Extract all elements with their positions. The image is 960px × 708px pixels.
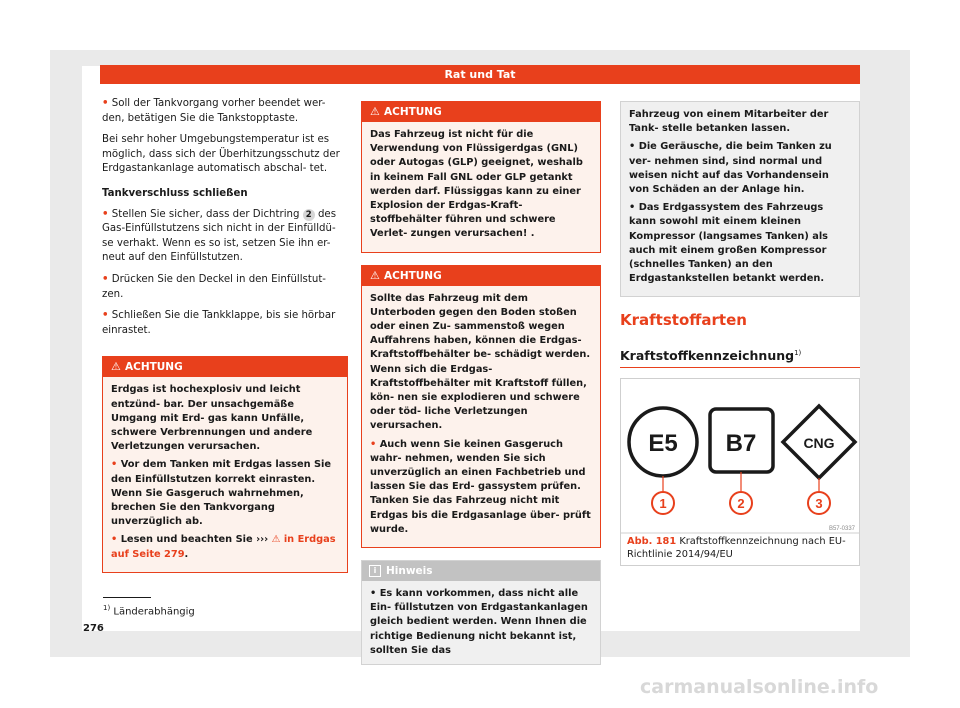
- bullet-icon: •: [370, 438, 377, 450]
- footnote-marker: 1): [794, 348, 802, 357]
- paragraph: [102, 273, 348, 302]
- warning-box: [361, 265, 601, 548]
- warning-title: ACHTUNG: [384, 269, 442, 282]
- subsection-title: [620, 348, 801, 363]
- paragraph-text: Drücken Sie den Deckel in den Einfüllstut- zen.: [102, 273, 326, 300]
- column-left: [102, 97, 348, 585]
- warning-text: Das Fahrzeug ist nicht für die Verwendung von Flüssigerdgas (GNL) oder Autogas (GLP) geeignet, weshalb in keinem Fall GNL oder GLP getankt werden darf. Flüssiggas kann zu einer Explosion der Erdgas-Kraft- stoffbehälter führen und schwere Verlet- zungen verursachen! .: [370, 129, 583, 240]
- bullet-icon: •: [370, 588, 377, 600]
- callout-number-2: 2: [737, 496, 745, 511]
- figure-caption: [627, 535, 855, 561]
- footnote-rule: [103, 597, 151, 598]
- caption-text: Kraftstoffkennzeichnung nach EU- Richtlinie 2014/94/EU: [627, 536, 846, 560]
- warning-bullet-text: Lesen und beachten Sie: [120, 534, 253, 546]
- cross-reference-link[interactable]: in Erdgas auf Seite 279: [111, 534, 336, 560]
- section-rule: [620, 367, 860, 368]
- warning-text: [370, 438, 592, 537]
- warning-bullet-text: .: [184, 548, 189, 560]
- chapter-header: [100, 65, 860, 84]
- paragraph: [102, 309, 348, 338]
- note-box: [361, 560, 601, 665]
- paragraph: [102, 97, 348, 126]
- cng-label-text: CNG: [803, 435, 835, 451]
- paragraph-text: des Gas-Einfüllstutzens sich nicht in der Einfülldü- se verhakt. Wenn es so ist, setzen Sie ihn er- neut auf den Einfüllstutzen.: [102, 208, 336, 264]
- paragraph: [102, 208, 348, 266]
- caption-label: Abb. 181: [627, 536, 677, 547]
- section-title: Kraftstoffarten: [620, 311, 747, 329]
- note-bullet-text: Die Geräusche, die beim Tanken zu ver- nehmen sind, sind normal und weisen nicht auf das Vorhandensein von Schäden an der Anlage hin.: [629, 141, 832, 196]
- warning-triangle-icon: ⚠: [111, 360, 121, 374]
- warning-header: [362, 266, 600, 286]
- bullet-icon: •: [102, 98, 109, 109]
- bullet-icon: •: [102, 273, 109, 285]
- watermark: carmanualsonline.info: [640, 676, 879, 698]
- paragraph-text: Soll der Tankvorgang vorher beendet wer- den, betätigen Sie die Tankstopptaste.: [102, 98, 326, 124]
- page-number: 276: [83, 623, 104, 634]
- warning-title: ACHTUNG: [125, 361, 183, 374]
- warning-bullet-text: Vor dem Tanken mit Erdgas lassen Sie den Einfüllstutzen korrekt einrasten. Wenn Sie Gasgeruch wahrnehmen, brechen Sie den Tankvorgang unverzüglich ab.: [111, 459, 332, 528]
- note-body: [362, 581, 600, 664]
- footnote-text: Länderabhängig: [113, 606, 195, 618]
- info-icon: i: [369, 565, 381, 577]
- note-continuation-box: [620, 101, 860, 297]
- note-bullet-text: Das Erdgassystem des Fahrzeugs kann sowohl mit einem kleinen Kompressor (langsames Tanken) als auch mit einem großen Kompressor (schnelles Tanken) an den Erdgastankstellen betankt werden.: [629, 202, 829, 285]
- warning-box: [361, 101, 601, 253]
- bullet-icon: •: [111, 534, 118, 546]
- note-header: [362, 561, 600, 581]
- number-badge: 2: [303, 209, 315, 221]
- callout-number-3: 3: [815, 496, 823, 511]
- bullet-icon: •: [629, 141, 636, 153]
- note-text: Fahrzeug von einem Mitarbeiter der Tank- stelle betanken lassen.: [629, 109, 829, 135]
- warning-text: [111, 458, 339, 529]
- cross-reference-arrows: ›››: [256, 534, 269, 546]
- paragraph: Bei sehr hoher Umgebungstemperatur ist es möglich, dass sich der Überhitzungsschutz der Erdgastankanlage automatisch abschal- tet.: [102, 134, 340, 175]
- note-title: Hinweis: [386, 565, 433, 578]
- footnote-marker: 1): [103, 604, 111, 612]
- warning-text: Erdgas ist hochexplosiv und leicht entzünd- bar. Der unsachgemäße Umgang mit Erd- gas kann Unfälle, schwere Verbrennungen und andere Verletzungen verursachen.: [111, 384, 313, 453]
- warning-triangle-icon: ⚠: [370, 105, 380, 118]
- note-text: [629, 201, 851, 286]
- warning-text: Sollte das Fahrzeug mit dem Unterboden gegen den Boden stoßen oder einen Zu- sammenstoß wegen Auffahrens haben, können die Erdgas-Kraftstoffbehälter be- schädigt werden. Wenn sich die Erdgas- Kraftstoffbehälter mit Kraftstoff füllen, kön- nen sie explodieren und schwere oder töd- liche Verletzungen verursachen.: [370, 292, 591, 432]
- callout-number-1: 1: [659, 496, 667, 511]
- subheading: Tankverschluss schließen: [102, 187, 248, 199]
- bullet-icon: •: [111, 459, 118, 471]
- subsection-title-text: Kraftstoffkennzeichnung: [620, 348, 795, 363]
- chapter-title: Rat und Tat: [444, 68, 516, 81]
- warning-triangle-icon: ⚠: [271, 534, 281, 546]
- bullet-icon: •: [629, 202, 636, 214]
- warning-box: [102, 356, 348, 572]
- warning-body: [362, 122, 600, 252]
- warning-bullet-text: Auch wenn Sie keinen Gasgeruch wahr- nehmen, wenden Sie sich unverzüglich an einen Fachbetrieb und lassen Sie das Erd- gassystem prüfen. Tanken Sie das Fahrzeug nicht mit Erdgas bis die Erdgasanlage über- prüft wurde.: [370, 438, 591, 535]
- bullet-icon: •: [102, 208, 109, 220]
- warning-header: [362, 102, 600, 122]
- warning-title: ACHTUNG: [384, 106, 442, 118]
- column-middle: [361, 101, 601, 665]
- warning-body: [103, 377, 347, 571]
- footnote: [103, 604, 195, 617]
- paragraph-text: Stellen Sie sicher, dass der Dichtring: [111, 208, 300, 220]
- b7-label-text: B7: [725, 430, 757, 457]
- note-text: [629, 140, 851, 197]
- paragraph-text: Schließen Sie die Tankklappe, bis sie hörbar einrastet.: [102, 310, 336, 336]
- note-text: Es kann vorkommen, dass nicht alle Ein- füllstutzen von Erdgastankanlagen gleich bedient werden. Wenn Ihnen die richtige Bedienung nicht bekannt ist, sollten Sie das: [370, 588, 588, 656]
- warning-text: [111, 533, 339, 561]
- bullet-icon: •: [102, 310, 109, 322]
- warning-triangle-icon: ⚠: [370, 268, 380, 282]
- e5-label-text: E5: [648, 430, 678, 457]
- column-right: [620, 101, 860, 297]
- figure-code: B57-0337: [828, 526, 855, 532]
- warning-body: [362, 286, 600, 547]
- warning-header: [103, 357, 347, 377]
